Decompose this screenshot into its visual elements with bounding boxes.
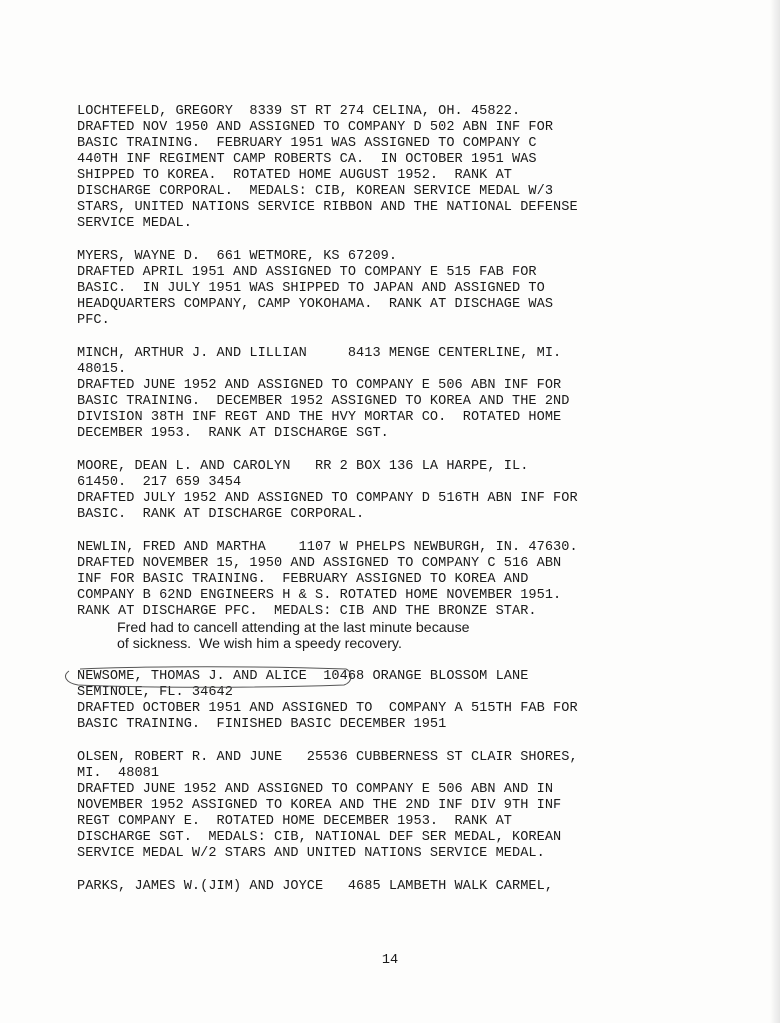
entry-line: DRAFTED JUNE 1952 AND ASSIGNED TO COMPANY E 506 ABN INF FOR xyxy=(77,378,562,393)
entry-line: RANK AT DISCHARGE PFC. MEDALS: CIB AND THE BRONZE STAR. xyxy=(77,604,537,619)
entry-line: NOVEMBER 1952 ASSIGNED TO KOREA AND THE 2ND INF DIV 9TH INF xyxy=(77,798,562,813)
roster-entry-newlin xyxy=(77,540,677,652)
entry-line: BASIC. RANK AT DISCHARGE CORPORAL. xyxy=(77,507,365,522)
entry-address-text: 10468 ORANGE BLOSSOM LANE xyxy=(306,669,529,684)
typed-note-line: of sickness. We wish him a speedy recovery. xyxy=(117,636,402,652)
entry-line: 61450. 217 659 3454 xyxy=(77,475,242,490)
entry-line: MI. 48081 xyxy=(77,766,160,781)
roster-entry-minch xyxy=(77,346,677,442)
entry-line: PFC. xyxy=(77,313,110,328)
entry-line: INF FOR BASIC TRAINING. FEBRUARY ASSIGNED TO KOREA AND xyxy=(77,572,529,587)
entry-line: BASIC TRAINING. FINISHED BASIC DECEMBER 1951 xyxy=(77,717,447,732)
entry-line: STARS, UNITED NATIONS SERVICE RIBBON AND THE NATIONAL DEFENSE xyxy=(77,200,578,215)
roster-entry-myers xyxy=(77,249,677,329)
roster-entry-parks xyxy=(77,879,677,895)
roster-entry-olsen xyxy=(77,750,677,862)
entry-line: OLSEN, ROBERT R. AND JUNE 25536 CUBBERNESS ST CLAIR SHORES, xyxy=(77,750,578,765)
entry-line: DECEMBER 1953. RANK AT DISCHARGE SGT. xyxy=(77,426,389,441)
entry-first-line xyxy=(77,669,677,685)
circled-name-text: NEWSOME, THOMAS J. AND ALICE xyxy=(77,669,307,684)
entry-line: LOCHTEFELD, GREGORY 8339 ST RT 274 CELINA, OH. 45822. xyxy=(77,104,521,119)
roster-entry-moore xyxy=(77,459,677,523)
entry-line: BASIC. IN JULY 1951 WAS SHIPPED TO JAPAN AND ASSIGNED TO xyxy=(77,281,545,296)
entry-line: DRAFTED NOV 1950 AND ASSIGNED TO COMPANY D 502 ABN INF FOR xyxy=(77,120,554,135)
entry-line: DISCHARGE SGT. MEDALS: CIB, NATIONAL DEF SER MEDAL, KOREAN xyxy=(77,830,562,845)
entry-line: PARKS, JAMES W.(JIM) AND JOYCE 4685 LAMBETH WALK CARMEL, xyxy=(77,879,554,894)
entry-line: SHIPPED TO KOREA. ROTATED HOME AUGUST 1952. RANK AT xyxy=(77,168,513,183)
entry-line: BASIC TRAINING. DECEMBER 1952 ASSIGNED TO KOREA AND THE 2ND xyxy=(77,394,570,409)
page-edge-shadow xyxy=(770,0,780,1023)
roster-entry-newsome xyxy=(77,669,677,733)
entry-line: MOORE, DEAN L. AND CAROLYN RR 2 BOX 136 LA HARPE, IL. xyxy=(77,459,529,474)
roster-entry-lochtefeld xyxy=(77,104,677,232)
entry-line: HEADQUARTERS COMPANY, CAMP YOKOHAMA. RANK AT DISCHAGE WAS xyxy=(77,297,554,312)
entry-line: DRAFTED APRIL 1951 AND ASSIGNED TO COMPANY E 515 FAB FOR xyxy=(77,265,537,280)
entry-line: COMPANY B 62ND ENGINEERS H & S. ROTATED HOME NOVEMBER 1951. xyxy=(77,588,562,603)
entry-line: 48015. xyxy=(77,362,127,377)
entry-line: SERVICE MEDAL. xyxy=(77,216,192,231)
entry-line: SEMINOLE, FL. 34642 xyxy=(77,685,233,700)
entry-line: BASIC TRAINING. FEBRUARY 1951 WAS ASSIGNED TO COMPANY C xyxy=(77,136,537,151)
entry-line: DRAFTED OCTOBER 1951 AND ASSIGNED TO COMPANY A 515TH FAB FOR xyxy=(77,701,578,716)
entry-line: MYERS, WAYNE D. 661 WETMORE, KS 67209. xyxy=(77,249,398,264)
entry-line: NEWLIN, FRED AND MARTHA 1107 W PHELPS NEWBURGH, IN. 47630. xyxy=(77,540,578,555)
circled-name xyxy=(77,669,307,685)
entry-line: DRAFTED NOVEMBER 15, 1950 AND ASSIGNED TO COMPANY C 516 ABN xyxy=(77,556,562,571)
entry-line: DISCHARGE CORPORAL. MEDALS: CIB, KOREAN SERVICE MEDAL W/3 xyxy=(77,184,554,199)
entry-line: 440TH INF REGIMENT CAMP ROBERTS CA. IN OCTOBER 1951 WAS xyxy=(77,152,537,167)
entry-line: DRAFTED JUNE 1952 AND ASSIGNED TO COMPANY E 506 ABN AND IN xyxy=(77,782,554,797)
typed-note-line: Fred had to cancell attending at the last minute because xyxy=(117,620,470,636)
entry-line: DIVISION 38TH INF REGT AND THE HVY MORTAR CO. ROTATED HOME xyxy=(77,410,562,425)
entry-line: SERVICE MEDAL W/2 STARS AND UNITED NATIONS SERVICE MEDAL. xyxy=(77,846,545,861)
roster-text-body xyxy=(77,104,677,912)
page-number: 14 xyxy=(381,953,399,968)
entry-line: REGT COMPANY E. ROTATED HOME DECEMBER 1953. RANK AT xyxy=(77,814,513,829)
entry-line: MINCH, ARTHUR J. AND LILLIAN 8413 MENGE CENTERLINE, MI. xyxy=(77,346,562,361)
entry-line: DRAFTED JULY 1952 AND ASSIGNED TO COMPANY D 516TH ABN INF FOR xyxy=(77,491,578,506)
